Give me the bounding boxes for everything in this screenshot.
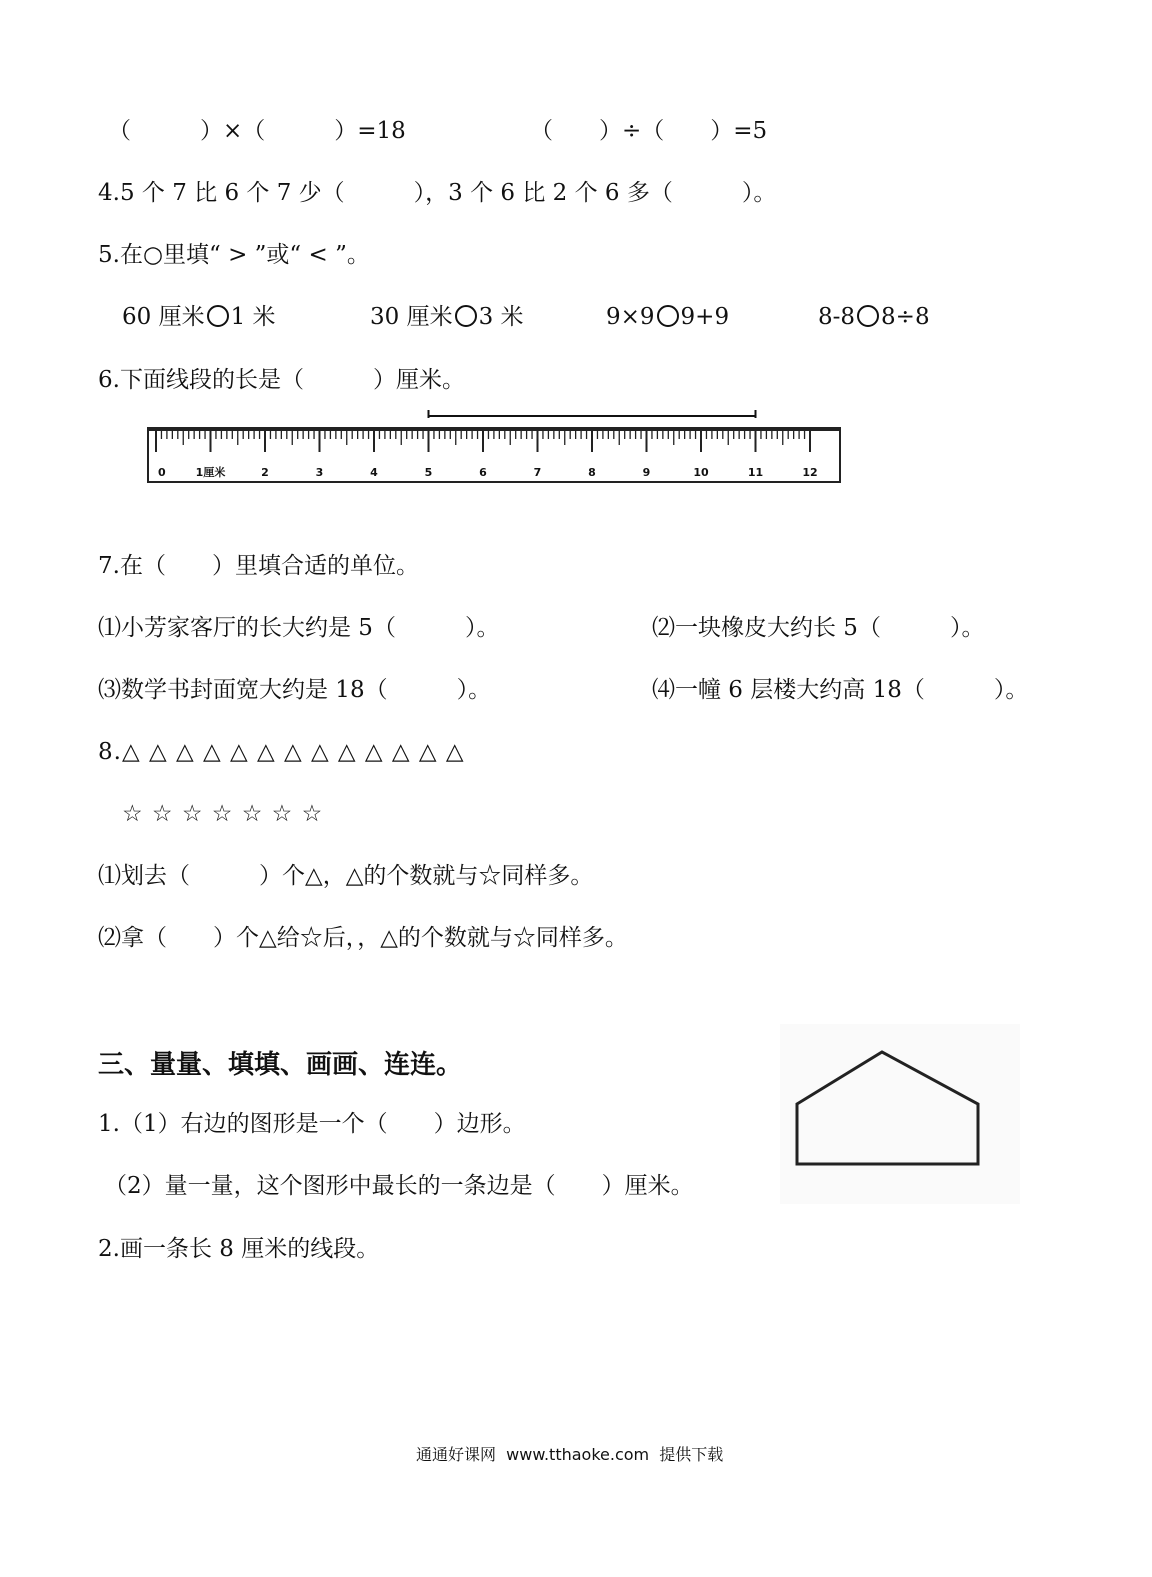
ruler-figure xyxy=(140,404,852,496)
q5-item-right: 1 米 xyxy=(230,304,276,330)
ruler-label: 10 xyxy=(693,466,709,479)
q5-item-left: 60 厘米 xyxy=(122,304,205,330)
q5-item-left: 9×9 xyxy=(606,304,655,330)
ruler-label: 2 xyxy=(261,466,269,479)
ruler-label: 9 xyxy=(642,466,651,479)
s3-q1-part1: 1.（1）右边的图形是一个（ ）边形。 xyxy=(98,1111,526,1137)
ruler-label: 8 xyxy=(588,466,596,479)
q5-item-left: 30 厘米 xyxy=(370,304,453,330)
s3-q2: 2.画一条长 8 厘米的线段。 xyxy=(98,1236,380,1262)
q8-stars: ☆ ☆ ☆ ☆ ☆ ☆ ☆ xyxy=(122,801,324,827)
measured-segment xyxy=(429,410,756,418)
ruler-label: 4 xyxy=(370,466,378,479)
q6-title: 6.下面线段的长是（ ）厘米。 xyxy=(98,367,465,393)
compare-circle[interactable] xyxy=(207,305,229,327)
ruler-label: 6 xyxy=(479,466,487,479)
q7-item-1: ⑴小芳家客厅的长大约是 5（ ）。 xyxy=(98,615,500,641)
ruler-label: 12 xyxy=(802,466,818,479)
q5-item-right: 8÷8 xyxy=(881,304,930,330)
q7-item-2: ⑵一块橡皮大约长 5（ ）。 xyxy=(652,615,985,641)
q5-item-3 xyxy=(606,302,729,332)
q7-title: 7.在（ ）里填合适的单位。 xyxy=(98,553,419,579)
ruler-label: 1厘米 xyxy=(195,466,226,479)
q3-multiplication: （ ）×（ ）=18 xyxy=(108,118,406,144)
q7-item-4: ⑷一幢 6 层楼大约高 18（ ）。 xyxy=(652,677,1029,703)
q5-title: 5.在○里填“ > ”或“ < ”。 xyxy=(98,242,370,268)
section-3-heading: 三、量量、填填、画画、连连。 xyxy=(98,1050,463,1080)
ruler-label: 11 xyxy=(747,466,764,479)
figure-background xyxy=(780,1024,1020,1204)
q3-division: （ ）÷（ ）=5 xyxy=(530,118,768,144)
ruler-label: 5 xyxy=(424,466,433,479)
q8-triangles: 8.△ △ △ △ △ △ △ △ △ △ △ △ △ xyxy=(98,739,465,765)
q5-item-right: 3 米 xyxy=(478,304,524,330)
ruler-label: 7 xyxy=(533,466,542,479)
q5-item-2 xyxy=(370,302,524,332)
q7-item-3: ⑶数学书封面宽大约是 18（ ）。 xyxy=(98,677,492,703)
q4-text: 4.5 个 7 比 6 个 7 少（ ），3 个 6 比 2 个 6 多（ ）。 xyxy=(98,180,777,206)
compare-circle[interactable] xyxy=(657,305,679,327)
ruler-label: 0 xyxy=(158,466,166,479)
footer-credit: 通通好课网 www.tthaoke.com 提供下载 xyxy=(416,1445,724,1464)
q8-sub-1: ⑴划去（ ）个△，△的个数就与☆同样多。 xyxy=(98,863,594,889)
q5-item-4 xyxy=(818,302,930,332)
q5-item-right: 9+9 xyxy=(680,304,730,330)
compare-circle[interactable] xyxy=(857,305,879,327)
ruler-label: 3 xyxy=(315,466,324,479)
q5-item-left: 8-8 xyxy=(818,304,856,330)
pentagon-figure xyxy=(780,1024,1020,1204)
q8-sub-2: ⑵拿（ ）个△给☆后，，△的个数就与☆同样多。 xyxy=(98,925,628,951)
s3-q1-part2: （2）量一量，这个图形中最长的一条边是（ ）厘米。 xyxy=(104,1173,694,1199)
q5-item-1 xyxy=(122,302,276,332)
compare-circle[interactable] xyxy=(455,305,477,327)
